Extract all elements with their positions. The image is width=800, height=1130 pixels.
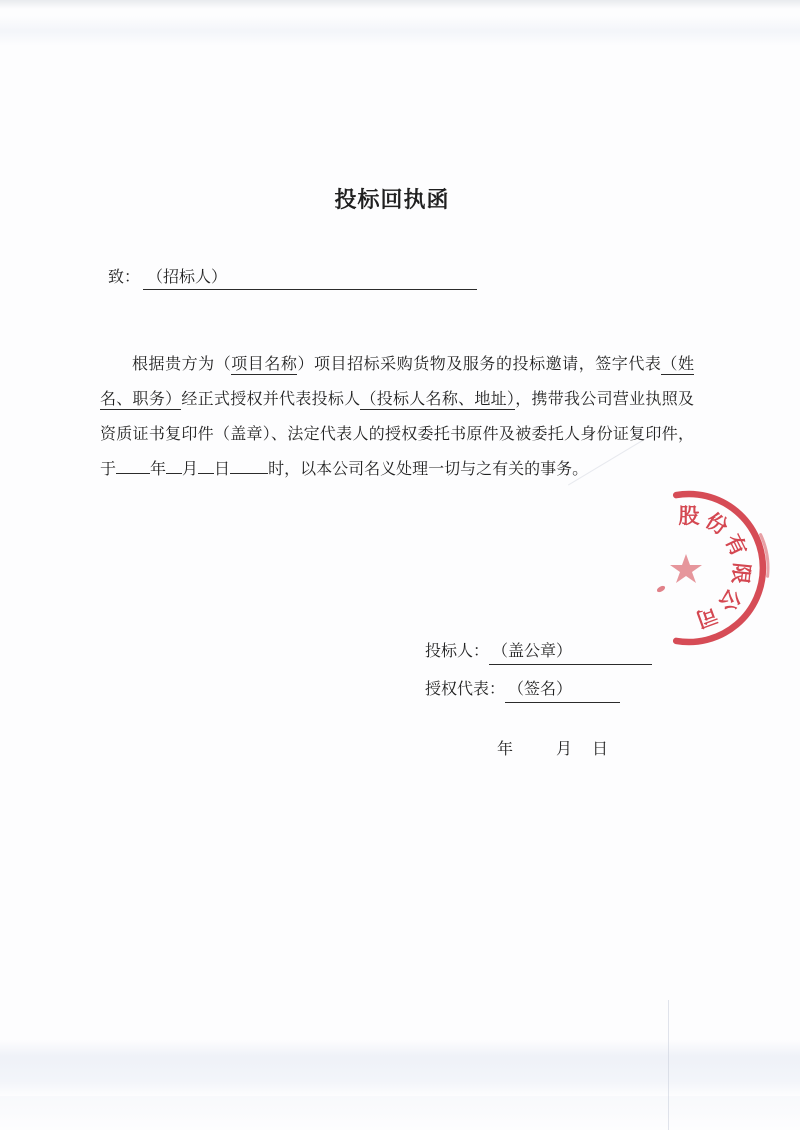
fill-in-blank	[198, 459, 214, 474]
underlined-field: 项目名称	[231, 356, 298, 373]
page-title: 投标回执函	[334, 188, 450, 213]
text-run: 月	[182, 461, 199, 478]
agent-value: （签名）	[508, 681, 573, 698]
underlined-field: （姓名、职务）	[100, 356, 694, 408]
text-run: 根据贵方为（	[132, 356, 232, 373]
fill-in-blank	[116, 459, 150, 474]
text-run: 日	[214, 461, 231, 478]
date-line	[497, 736, 608, 759]
paper-top-edge-shade	[0, 0, 800, 9]
bidder-label: 投标人：	[425, 643, 490, 660]
addressee-value: （招标人）	[147, 269, 228, 286]
fill-in-blank	[230, 459, 268, 474]
agent-signature-line	[425, 676, 620, 703]
agent-underline	[505, 676, 620, 703]
bidder-value: （盖公章）	[492, 643, 573, 660]
addressee-line	[108, 264, 477, 290]
paper-bottom-band	[0, 1040, 800, 1096]
text-run: 时，以本公司名义处理一切与之有关的事务。	[268, 461, 589, 478]
body-paragraph	[100, 347, 694, 487]
text-run: ，携带我公司营业执照及资质证书复印件（盖章）、法定代表人的授权委托书原件及被委托人身份证复印件，于	[100, 391, 694, 478]
date-day-label: 日	[592, 741, 609, 758]
company-seal	[589, 468, 789, 668]
fill-in-blank	[166, 459, 182, 474]
addressee-label: 致：	[108, 269, 141, 286]
seal-char-3: 有	[720, 530, 752, 560]
text-run: 年	[150, 461, 167, 478]
agent-label: 授权代表：	[425, 681, 506, 698]
seal-ink-blob	[656, 585, 666, 594]
paper-bottom-fade	[0, 1096, 800, 1130]
addressee-underline	[143, 264, 477, 290]
date-month-label: 月	[556, 741, 573, 758]
text-run: ）项目招标采购货物及服务的投标邀请，签字代表	[297, 356, 662, 373]
date-year-label: 年	[497, 741, 514, 758]
seal-char-5: 公	[714, 584, 746, 616]
paper-top-band	[0, 16, 800, 46]
paper-scan-line	[668, 1000, 669, 1130]
underlined-field: （投标人名称、地址）	[360, 391, 516, 408]
seal-char-1: 股	[678, 504, 700, 528]
seal-char-2: 份	[701, 508, 732, 540]
text-run: 经正式授权并代表投标人	[181, 391, 361, 408]
seal-char-6: 司	[692, 602, 721, 632]
seal-star	[670, 554, 702, 583]
seal-char-4: 限	[727, 561, 754, 586]
